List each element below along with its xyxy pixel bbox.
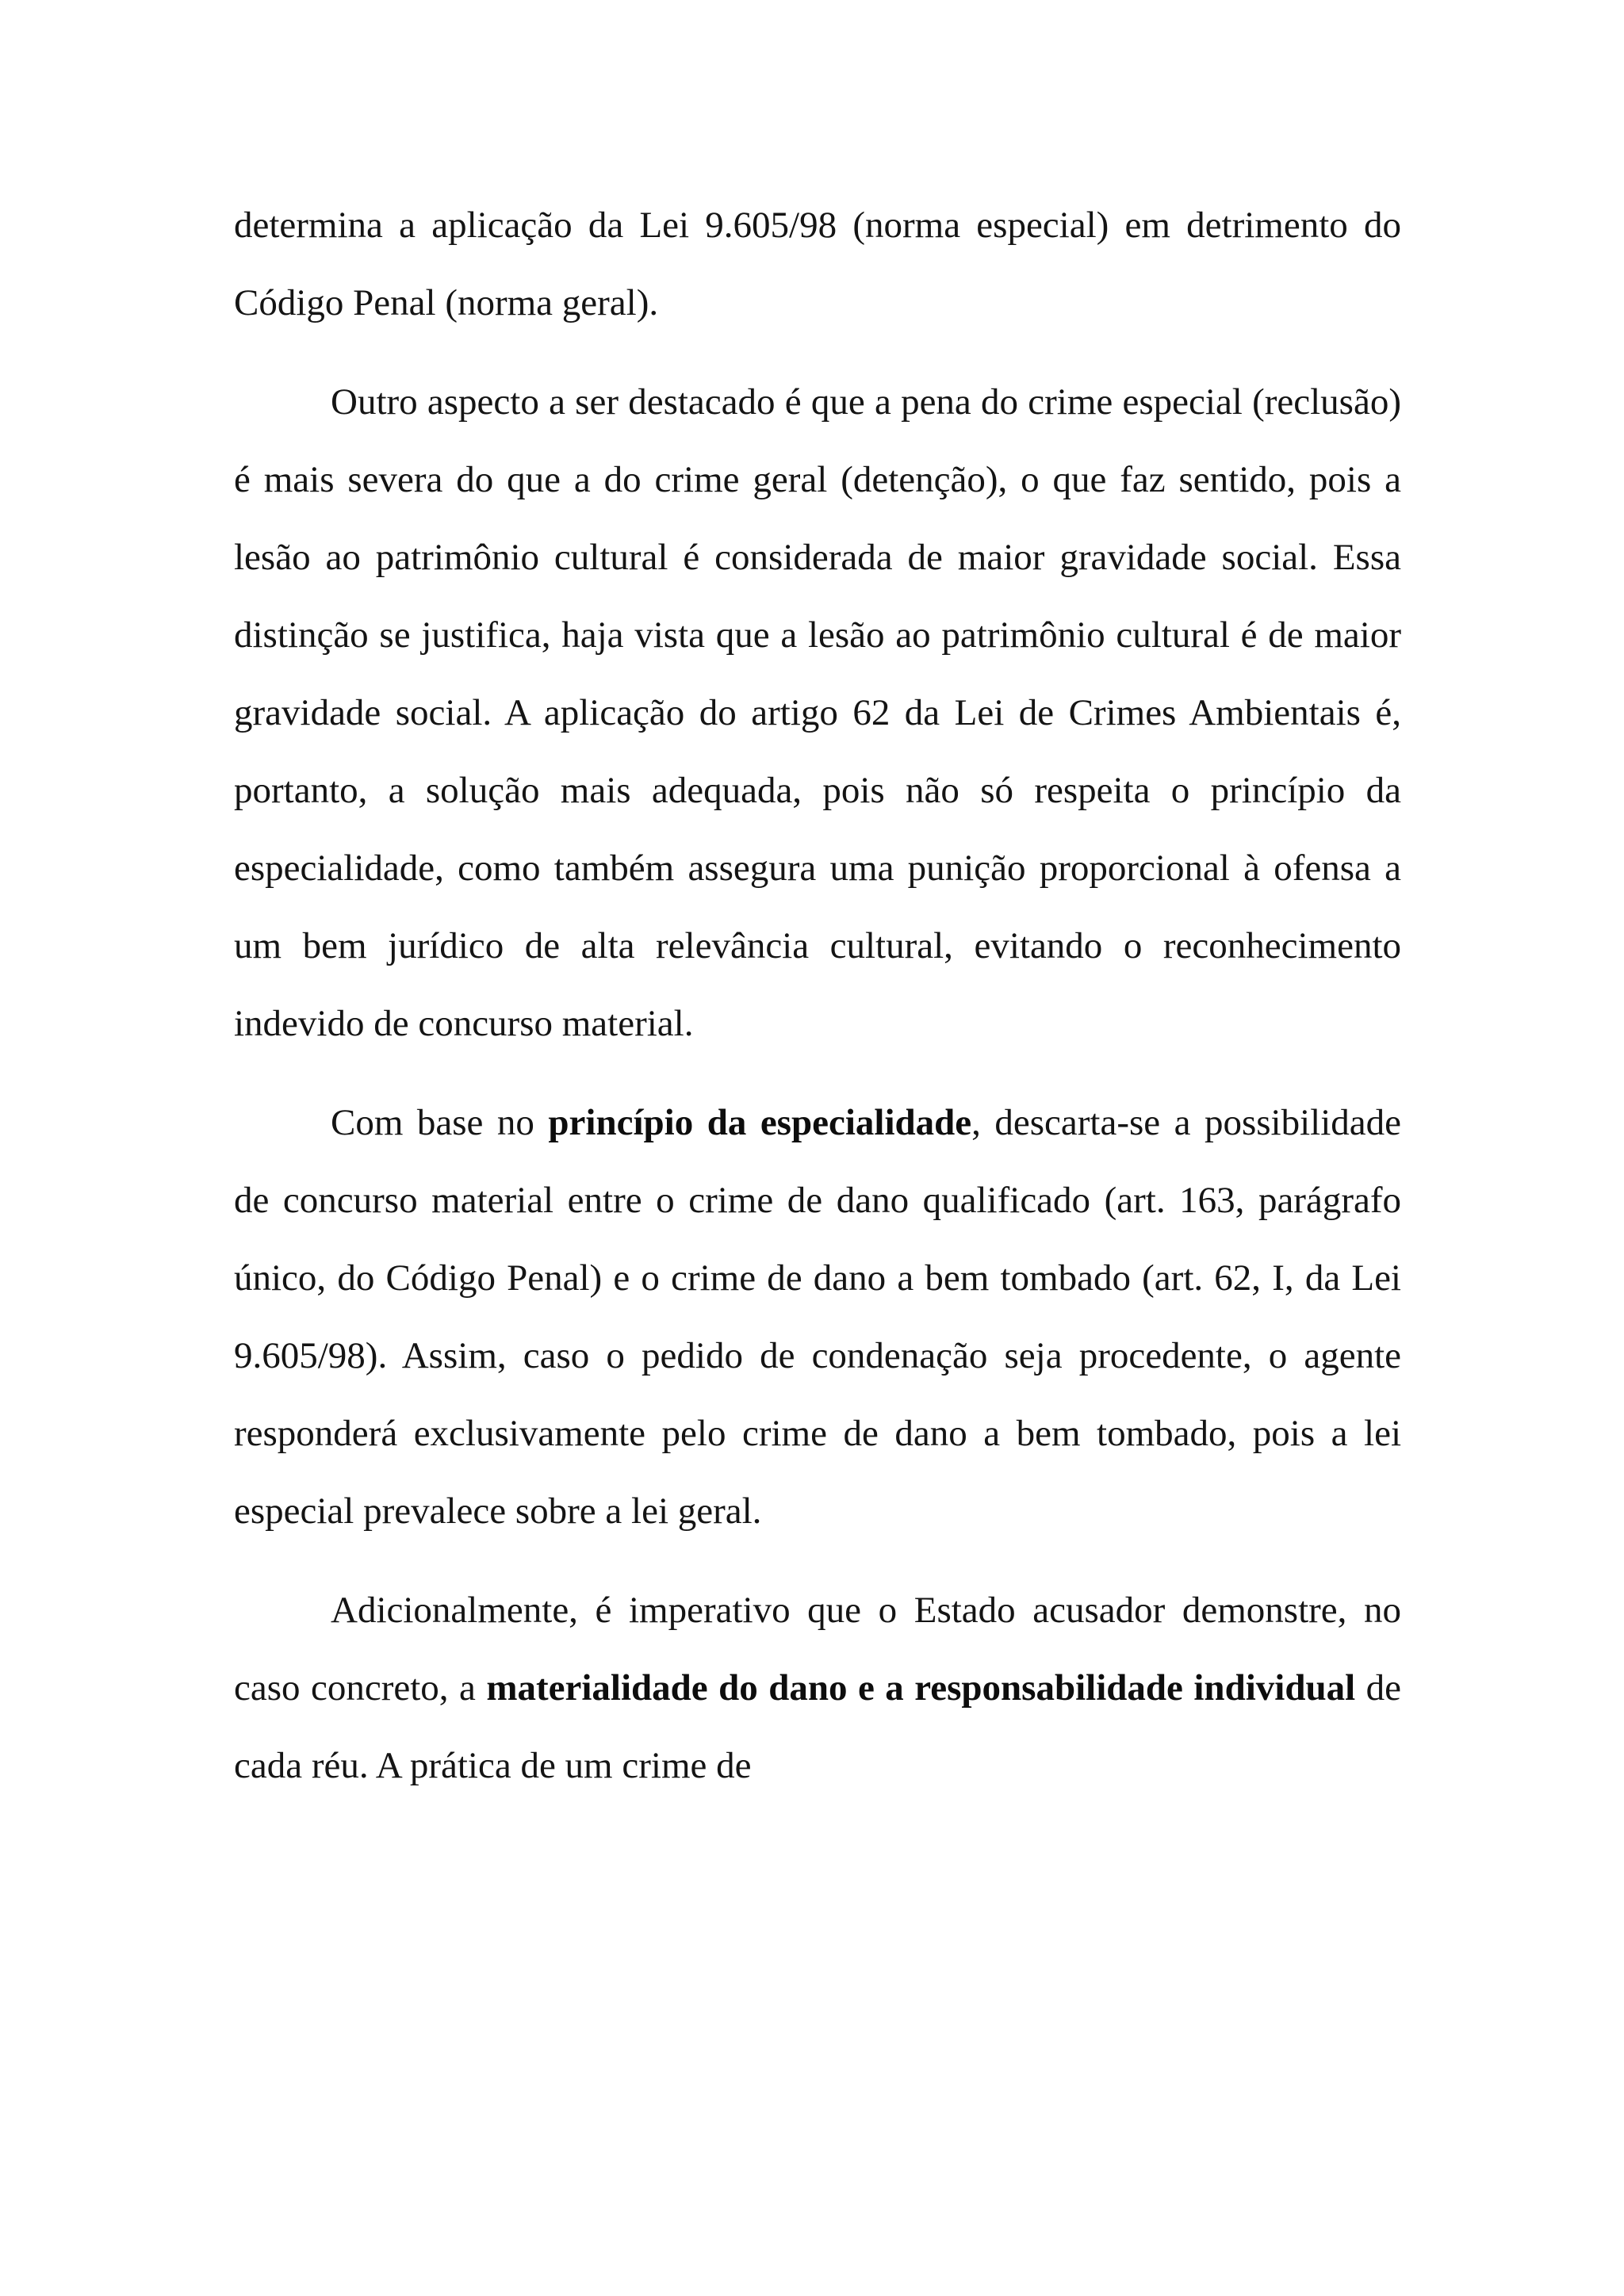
bold-emphasis: materialidade do dano e a responsabilidade individual	[486, 1667, 1356, 1709]
paragraph-burden-of-proof	[234, 1571, 1401, 1804]
paragraph-text: Outro aspecto a ser destacado é que a pena do crime especial (reclusão) é mais severa do que a do crime geral (detenção), o que faz sentido, pois a lesão ao patrimônio cultural é considerada de maior gravidade social. Essa distinção se justifica, haja vista que a lesão ao patrimônio cultural é de maior gravidade social. A aplicação do artigo 62 da Lei de Crimes Ambientais é, portanto, a solução mais adequada, pois não só respeita o princípio da especialidade, como também assegura uma punição proporcional à ofensa a um bem jurídico de alta relevância cultural, evitando o reconhecimento indevido de concurso material.	[234, 381, 1401, 1044]
document-body	[234, 186, 1401, 1804]
paragraph-text: determina a aplicação da Lei 9.605/98 (norma especial) em detrimento do Código Penal (norma geral).	[234, 205, 1401, 323]
paragraph-text: Com base no	[331, 1102, 549, 1143]
bold-emphasis: princípio da especialidade	[548, 1102, 972, 1143]
paragraph-penalty-comparison	[234, 363, 1401, 1062]
paragraph-continuation	[234, 186, 1401, 342]
paragraph-text: de cada réu. A prática de um crime de	[234, 1667, 1401, 1786]
paragraph-speciality-principle	[234, 1084, 1401, 1550]
paragraph-text: , descarta-se a possibilidade de concurso material entre o crime de dano qualificado (art. 163, parágrafo único, do Código Penal) e o crime de dano a bem tombado (art. 62, I, da Lei 9.605/98). Assim, caso o pedido de condenação seja procedente, o agente responderá exclusivamente pelo crime de dano a bem tombado, pois a lei especial prevalece sobre a lei geral.	[234, 1102, 1402, 1532]
paragraph-text: Adicionalmente, é imperativo que o Estado acusador demonstre, no caso concreto, a	[234, 1590, 1401, 1709]
